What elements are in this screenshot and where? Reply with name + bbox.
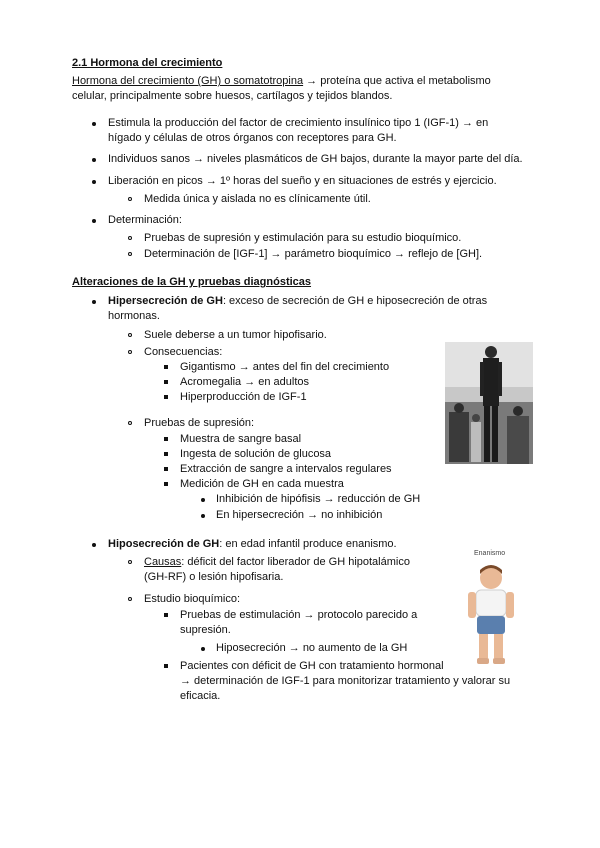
bullet-3-sub-1: Medida única y aislada no es clínicamente útil.: [144, 193, 371, 205]
hiper-sub-3-b: Ingesta de solución de glucosa: [180, 448, 332, 460]
hiper-sub-1: Suele deberse a un tumor hipofisario.: [144, 329, 327, 341]
hipo-heading: Hiposecreción de GH: [108, 538, 220, 550]
sub-bullet-circle: [128, 236, 132, 240]
sub-bullet-square: [164, 380, 168, 384]
intro-line-2: celular, principalmente sobre huesos, cartílagos y tejidos blandos.: [72, 90, 393, 102]
hiper-heading: Hipersecreción de GH: [108, 295, 223, 307]
hiper-sub-3: Pruebas de supresión:: [144, 417, 255, 429]
gigantism-photo-drawing: [445, 342, 533, 464]
bullet-dot: [92, 158, 96, 162]
hipo-sub-2-b-line-3: eficacia.: [180, 690, 221, 702]
sub-bullet-square: [164, 452, 168, 456]
hipo-sub-2-b-line-2: → determinación de IGF-1 para monitorizar tratamiento y valorar su: [180, 675, 511, 687]
bullet-dot: [201, 647, 205, 651]
hipo-sub-1-line-1: [144, 555, 410, 569]
intro-rest: → proteína que activa el metabolismo: [303, 75, 491, 87]
hipo-sub-2-a-1: Hiposecreción → no aumento de la GH: [216, 642, 408, 654]
sub-bullet-square: [164, 467, 168, 471]
bullet-dot: [92, 543, 96, 547]
bullet-dot: [92, 122, 96, 126]
sub-bullet-circle: [128, 560, 132, 564]
intro-line-1: [72, 74, 491, 88]
bullet-2: Individuos sanos → niveles plasmáticos de GH bajos, durante la mayor parte del día.: [108, 153, 523, 165]
hipo-sub-2-b-line-1: Pacientes con déficit de GH con tratamiento hormonal: [180, 660, 444, 672]
sub-bullet-square: [164, 664, 168, 668]
hiper-line-1: [108, 294, 487, 308]
bullet-4: Determinación:: [108, 214, 182, 226]
bullet-dot: [201, 514, 205, 518]
bullet-1-line-1: Estimula la producción del factor de crecimiento insulínico tipo 1 (IGF-1) → en: [108, 117, 489, 129]
alteraciones-title: Alteraciones de la GH y pruebas diagnósticas: [72, 276, 312, 288]
hiper-heading-rest: : exceso de secreción de GH e hiposecreción de otras: [222, 295, 488, 307]
bullet-4-sub-1: Pruebas de supresión y estimulación para su estudio bioquímico.: [144, 232, 462, 244]
sub-bullet-circle: [128, 252, 132, 256]
hiper-sub-2-c: Hiperproducción de IGF-1: [180, 391, 307, 403]
sub-bullet-square: [164, 613, 168, 617]
hiper-sub-2-a: Gigantismo → antes del fin del crecimiento: [180, 361, 390, 373]
hiper-sub-2-b: Acromegalia → en adultos: [180, 376, 310, 388]
bullet-1-line-2: hígado y células de otros órganos con receptores para GH.: [108, 132, 397, 144]
dwarfism-illustration: [462, 560, 520, 666]
sub-bullet-circle: [128, 197, 132, 201]
gigantism-photo: [445, 342, 533, 464]
hipo-sub-2-a-line-2: supresión.: [180, 624, 231, 636]
bullet-3: Liberación en picos → 1º horas del sueño y en situaciones de estrés y ejercicio.: [108, 175, 497, 187]
hiper-sub-3-c: Extracción de sangre a intervalos regulares: [180, 463, 392, 475]
hipo-sub-2-a-line-1: Pruebas de estimulación → protocolo parecido a: [180, 609, 418, 621]
hiper-sub-3-d-2: En hipersecreción → no inhibición: [216, 509, 383, 521]
hiper-sub-3-d-1: Inhibición de hipófisis → reducción de GH: [216, 493, 421, 505]
bullet-dot: [201, 498, 205, 502]
sub-bullet-square: [164, 482, 168, 486]
sub-bullet-square: [164, 395, 168, 399]
hipo-sub-1-line-2: (GH-RF) o lesión hipofisaria.: [144, 571, 284, 583]
sub-bullet-circle: [128, 350, 132, 354]
hipo-causas-label: Causas: [144, 556, 182, 568]
bullet-4-sub-2: Determinación de [IGF-1] → parámetro bioquímico → reflejo de [GH].: [144, 248, 483, 260]
hipo-sub-2: Estudio bioquímico:: [144, 593, 240, 605]
sub-bullet-circle: [128, 421, 132, 425]
section-title: 2.1 Hormona del crecimiento: [72, 57, 223, 69]
bullet-dot: [92, 219, 96, 223]
intro-term: Hormona del crecimiento (GH) o somatotropina: [72, 75, 304, 87]
hiper-sub-3-a: Muestra de sangre basal: [180, 433, 302, 445]
hiper-sub-3-d: Medición de GH en cada muestra: [180, 478, 344, 490]
bullet-dot: [92, 300, 96, 304]
bullet-dot: [92, 180, 96, 184]
sub-bullet-circle: [128, 333, 132, 337]
kid-caption: Enanismo: [474, 550, 506, 557]
hipo-heading-rest: : en edad infantil produce enanismo.: [219, 538, 397, 550]
sub-bullet-circle: [128, 597, 132, 601]
sub-bullet-square: [164, 437, 168, 441]
hiper-sub-2: Consecuencias:: [144, 346, 223, 358]
hipo-line-1: [108, 537, 397, 551]
hipo-causas-rest: : déficit del factor liberador de GH hipotalámico: [181, 556, 410, 568]
sub-bullet-square: [164, 365, 168, 369]
hiper-line-2: hormonas.: [108, 310, 160, 322]
